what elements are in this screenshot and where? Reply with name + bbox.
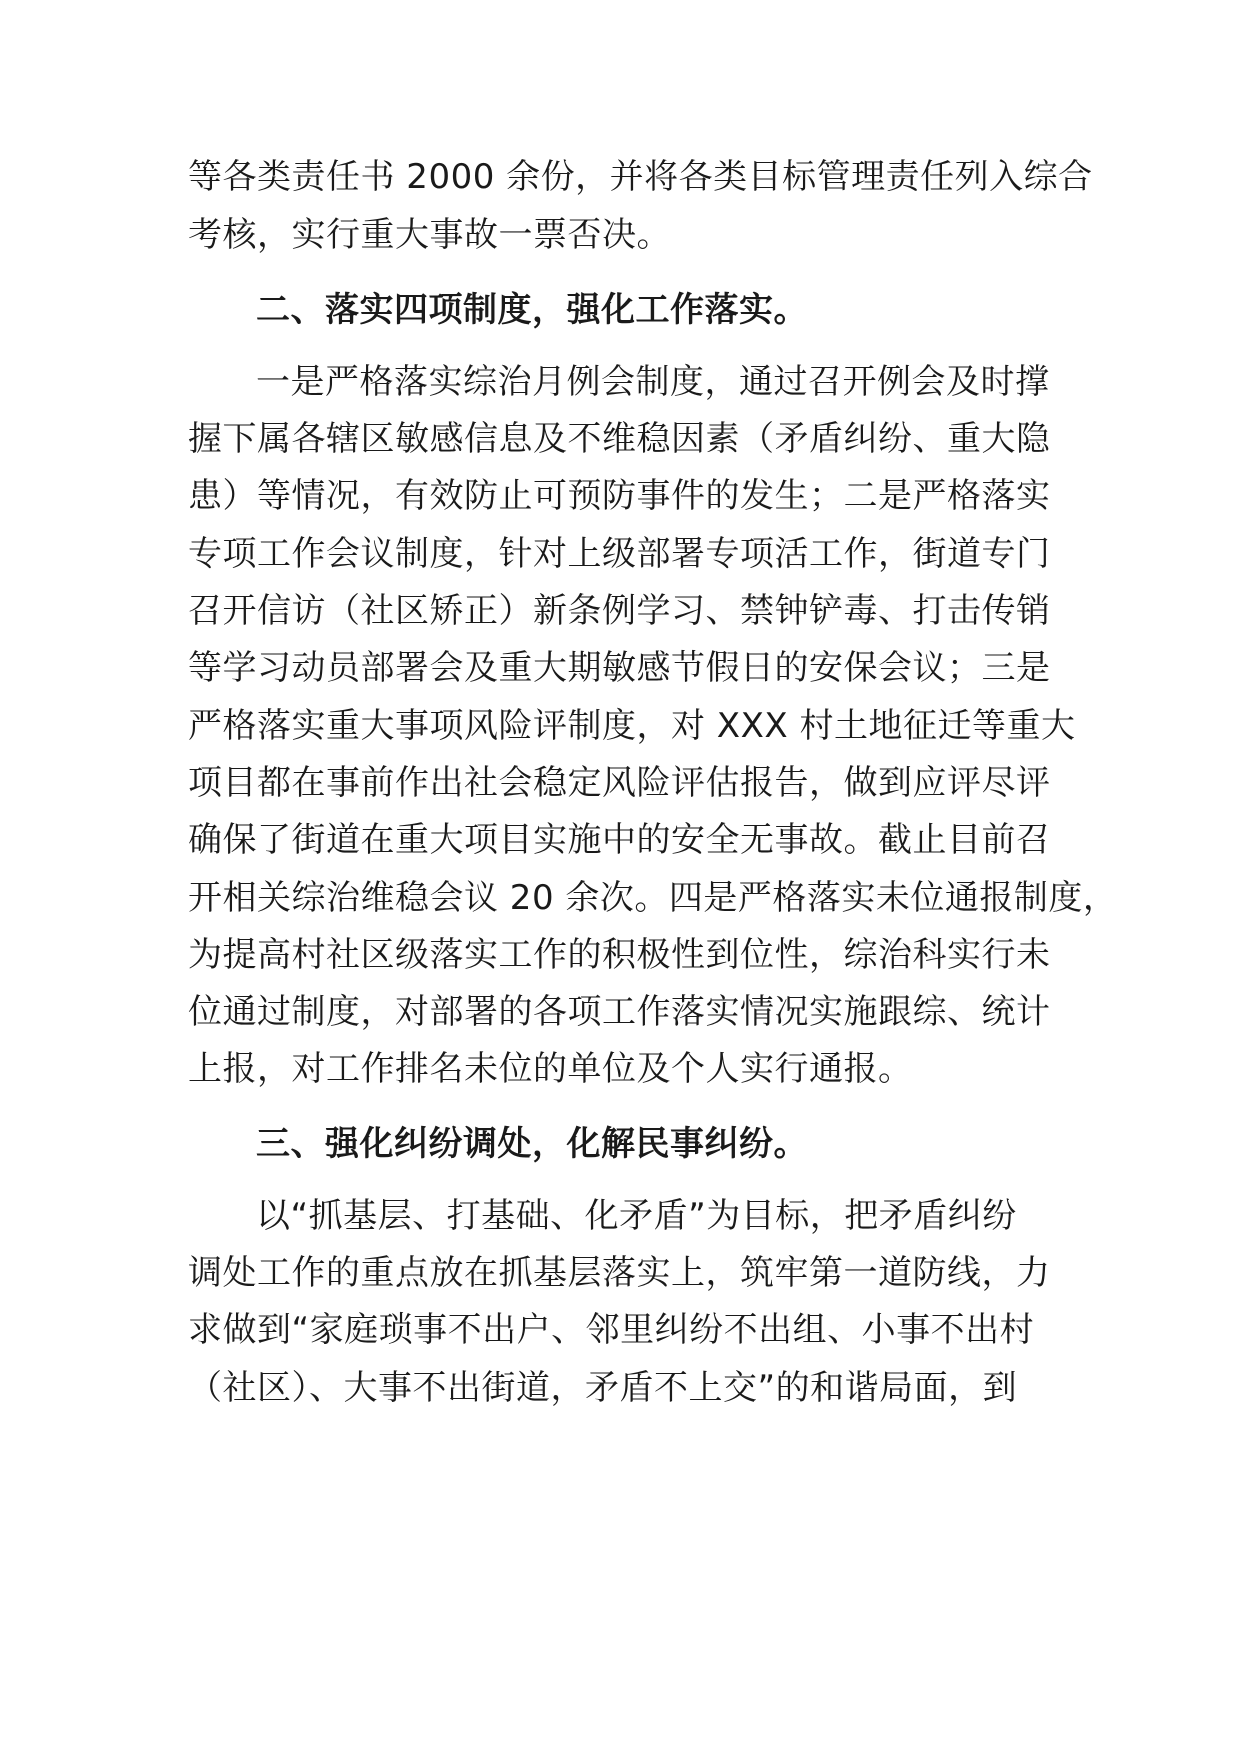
text-line: 上报，对工作排名未位的单位及个人实行通报。 [188,1049,913,1089]
text-line: 患）等情况，有效防止可预防事件的发生；二是严格落实 [188,476,1051,516]
text-line: 为提高村社区级落实工作的积极性到位性，综治科实行未 [188,935,1051,975]
text-line: （社区）、大事不出街道，矛盾不上交”的和谐局面，到 [188,1368,1018,1408]
text-line: 求做到“家庭琐事不出户、邻里纠纷不出组、小事不出村 [188,1310,1035,1350]
text-line: 等学习动员部署会及重大期敏感节假日的安保会议；三是 [188,648,1051,688]
text-line: 位通过制度，对部署的各项工作落实情况实施跟综、统计 [188,992,1051,1032]
text-line: 严格落实重大事项风险评制度，对 XXX 村土地征迁等重大 [188,706,1076,746]
text-line: 专项工作会议制度，针对上级部署专项活工作，街道专门 [188,534,1051,574]
text-line: 项目都在事前作出社会稳定风险评估报告，做到应评尽评 [188,763,1051,803]
text-line: 握下属各辖区敏感信息及不维稳因素（矛盾纠纷、重大隐 [188,419,1051,459]
text-line: 调处工作的重点放在抓基层落实上，筑牢第一道防线，力 [188,1253,1051,1293]
text-line: 一是严格落实综治月例会制度，通过召开例会及时撑 [256,362,1050,402]
text-line: 开相关综治维稳会议 20 余次。四是严格落实未位通报制度， [188,878,1118,918]
text-line: 以“抓基层、打基础、化矛盾”为目标，把矛盾纠纷 [256,1196,1017,1236]
section-heading: 三、强化纠纷调处，化解民事纠纷。 [256,1124,808,1164]
text-line: 召开信访（社区矫正）新条例学习、禁钟铲毒、打击传销 [188,591,1051,631]
section-heading: 二、落实四项制度，强化工作落实。 [256,290,808,330]
text-line: 等各类责任书 2000 余份，并将各类目标管理责任列入综合 [188,157,1093,197]
text-line: 考核，实行重大事故一票否决。 [188,215,671,255]
text-line: 确保了街道在重大项目实施中的安全无事故。截止目前召 [188,820,1051,860]
